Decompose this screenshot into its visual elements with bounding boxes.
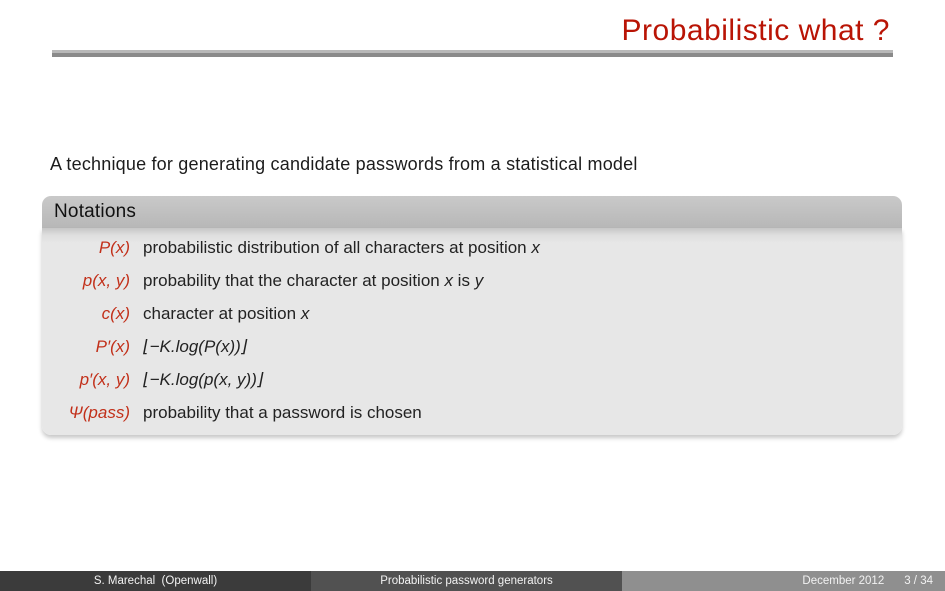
notation-row [42, 330, 902, 363]
notation-term: P(x) [98, 237, 130, 257]
footer-page-number: 3 / 34 [904, 575, 933, 587]
footer-date-section [622, 571, 945, 591]
footer-date: December 2012 [802, 575, 885, 587]
notation-term: c(x) [101, 303, 130, 323]
notation-term: p(x, y) [82, 270, 130, 290]
notation-description: ⌊−K.log(p(x, y))⌋ [143, 369, 264, 389]
title-separator-line [52, 50, 893, 57]
footer-bar [0, 571, 945, 591]
footer-talk-title: Probabilistic password generators [311, 571, 622, 591]
slide-title: Probabilistic what ? [621, 14, 890, 47]
footer-author: S. Marechal (Openwall) [0, 571, 311, 591]
notation-term: Ψ(pass) [68, 402, 130, 422]
notation-term: P′(x) [95, 336, 130, 356]
notation-description: probability that the character at position x is y [143, 270, 484, 290]
notation-description: ⌊−K.log(P(x))⌋ [143, 336, 248, 356]
notation-description: probability that a password is chosen [143, 402, 422, 422]
notation-row [42, 297, 902, 330]
notation-description: character at position x [143, 303, 310, 323]
separator-dark-strip [52, 53, 893, 57]
notations-block [42, 196, 902, 435]
notation-row [42, 231, 902, 264]
notations-block-title: Notations [42, 196, 902, 228]
notation-row [42, 363, 902, 396]
notation-description: probabilistic distribution of all characters at position x [143, 237, 540, 257]
intro-text: A technique for generating candidate passwords from a statistical model [50, 154, 638, 174]
notation-term: p′(x, y) [79, 369, 130, 389]
notations-block-body [42, 228, 902, 435]
notation-row [42, 264, 902, 297]
notation-row [42, 396, 902, 429]
